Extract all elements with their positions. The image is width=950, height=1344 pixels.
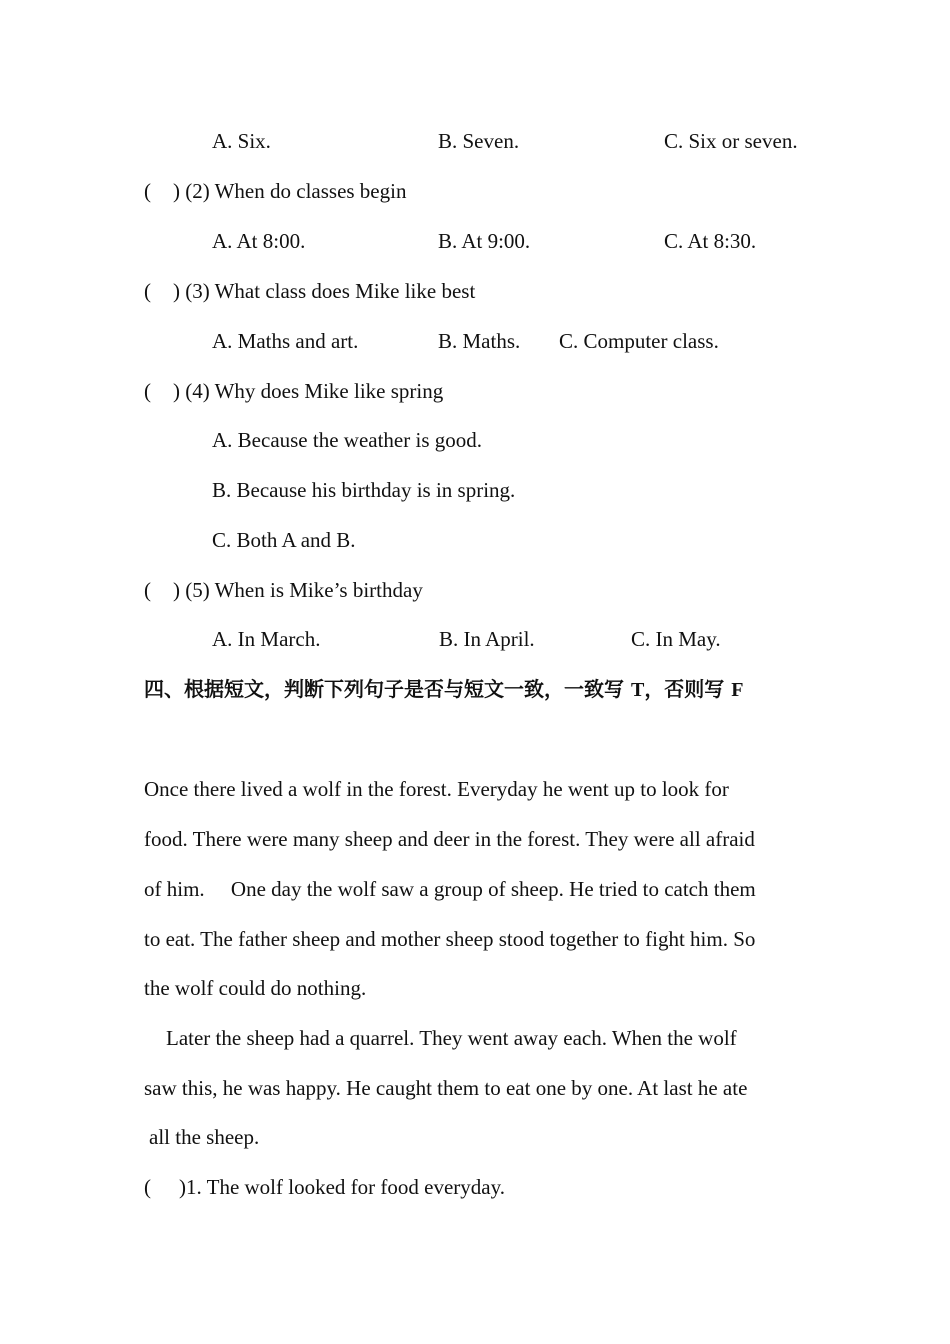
- passage-line: saw this, he was happy. He caught them to eat one by one. At last he ate: [144, 1076, 748, 1100]
- q5-bracket-open: (: [144, 578, 151, 602]
- section-4-heading-t: T: [630, 679, 645, 701]
- passage-line: the wolf could do nothing.: [144, 976, 367, 1000]
- q4-bracket-open: (: [144, 379, 151, 403]
- q3-question: ) (3) What class does Mike like best: [173, 279, 476, 303]
- passage-line: to eat. The father sheep and mother sheep stood together to fight him. So: [144, 927, 756, 951]
- q4-option-c: C. Both A and B.: [212, 528, 356, 552]
- q3-bracket-open: (: [144, 279, 151, 303]
- q5-option-b: B. In April.: [439, 627, 535, 651]
- q3-option-b: B. Maths.: [438, 329, 521, 353]
- q2-option-b: B. At 9:00.: [438, 229, 531, 253]
- section-4-heading: [144, 676, 744, 703]
- passage-line: Once there lived a wolf in the forest. Everyday he went up to look for: [144, 777, 729, 801]
- passage-line: all the sheep.: [149, 1125, 260, 1149]
- q4-question: ) (4) Why does Mike like spring: [173, 379, 444, 403]
- passage-line: Later the sheep had a quarrel. They went away each. When the wolf: [166, 1026, 737, 1050]
- tf1-statement: )1. The wolf looked for food everyday.: [179, 1175, 505, 1199]
- passage-line: of him. One day the wolf saw a group of sheep. He tried to catch them: [144, 877, 756, 901]
- passage-line: food. There were many sheep and deer in the forest. They were all afraid: [144, 827, 755, 851]
- q2-option-a: A. At 8:00.: [212, 229, 306, 253]
- q1-option-a: A. Six.: [212, 129, 271, 153]
- q4-option-b: B. Because his birthday is in spring.: [212, 478, 516, 502]
- q4-option-a: A. Because the weather is good.: [212, 428, 482, 452]
- q2-question: ) (2) When do classes begin: [173, 179, 407, 203]
- q5-question: ) (5) When is Mike’s birthday: [173, 578, 423, 602]
- section-4-heading-text: 四、根据短文，判断下列句子是否与短文一致，一致写: [144, 677, 631, 701]
- q5-option-c: C. In May.: [631, 627, 721, 651]
- q1-option-b: B. Seven.: [438, 129, 520, 153]
- q3-option-c: C. Computer class.: [559, 329, 719, 353]
- section-4-heading-mid: ，否则写: [644, 677, 732, 701]
- section-4-heading-f: F: [731, 679, 744, 701]
- q3-option-a: A. Maths and art.: [212, 329, 359, 353]
- q1-option-c: C. Six or seven.: [664, 129, 798, 153]
- tf1-bracket-open: (: [144, 1175, 151, 1199]
- q2-option-c: C. At 8:30.: [664, 229, 757, 253]
- q5-option-a: A. In March.: [212, 627, 321, 651]
- q2-bracket-open: (: [144, 179, 151, 203]
